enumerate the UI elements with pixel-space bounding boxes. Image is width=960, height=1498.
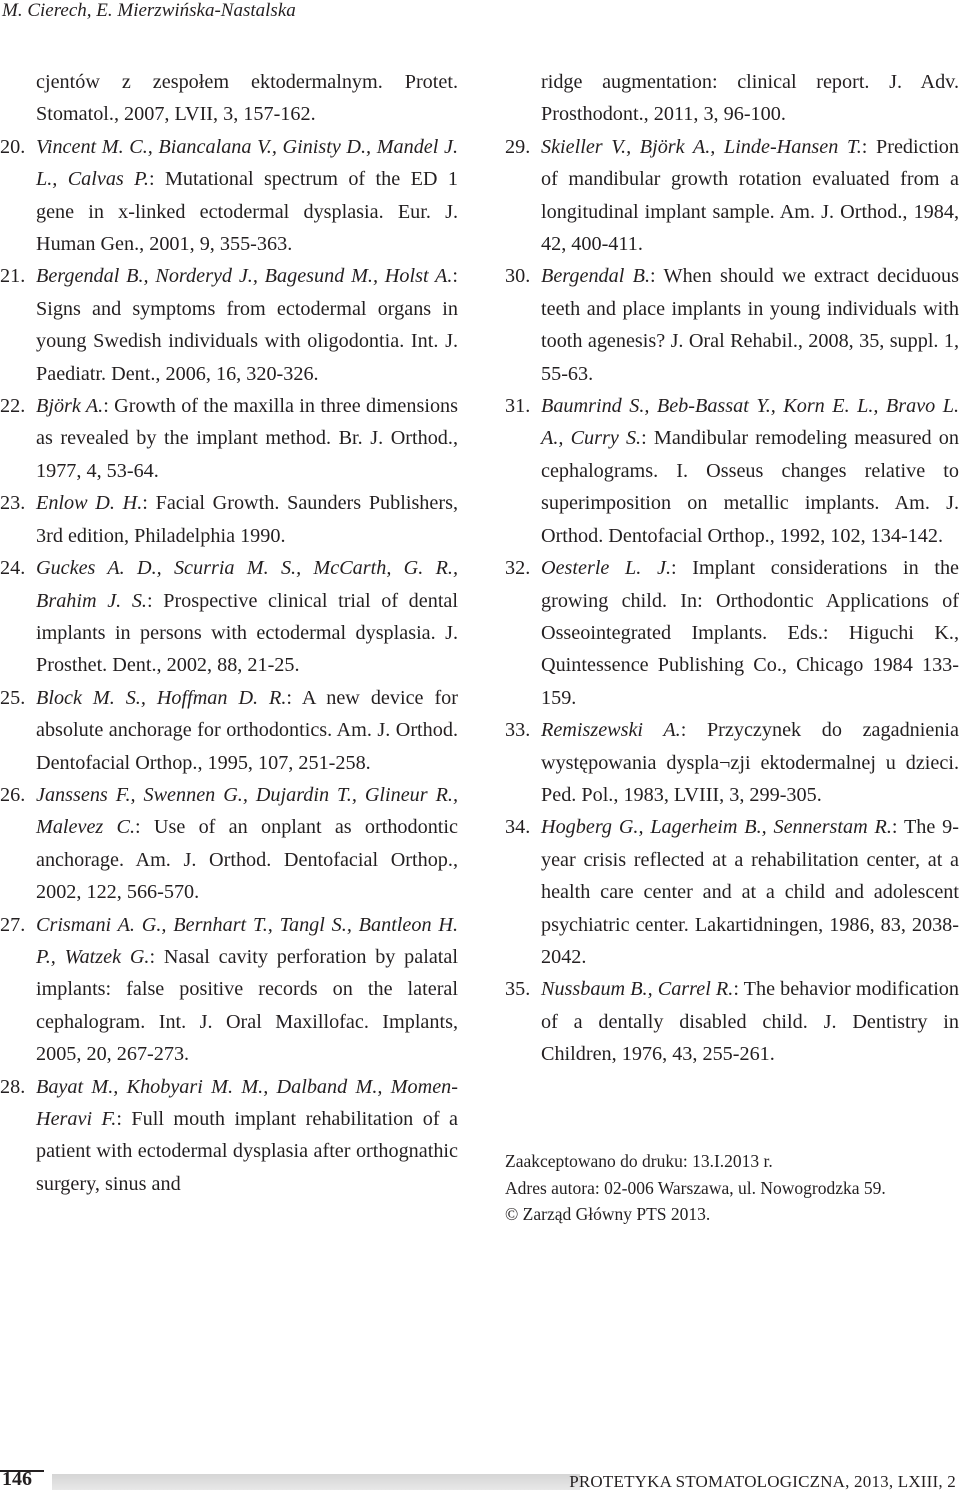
reference-item: [0, 1071, 458, 1201]
accepted-date: Zaakceptowano do druku: 13.I.2013 r.: [505, 1151, 773, 1171]
copyright-notice: © Zarząd Główny PTS 2013.: [505, 1204, 711, 1225]
reference-details: : Prospective clinical trial of dental implants in persons with ectodermal dysplasia. J. Prosthet. Dent., 2002, 88, 21-25.: [36, 589, 458, 677]
reference-item: [505, 260, 959, 390]
reference-authors: Hogberg G., Lagerheim B., Sennerstam R.: [541, 816, 892, 839]
reference-number: 28.: [0, 1075, 26, 1098]
reference-number: 21.: [0, 265, 26, 288]
reference-number: 31.: [505, 395, 531, 418]
reference-list-left: [0, 131, 458, 1200]
reference-item: [505, 811, 959, 973]
reference-details: : Facial Growth. Saunders Publishers, 3rd edition, Philadelphia 1990.: [36, 492, 458, 547]
page-number: 146: [2, 1468, 32, 1490]
reference-authors: Janssens F., Swennen G., Dujardin T., Glineur R., Malevez C.: [36, 783, 458, 839]
reference-details: : The 9-year crisis reflected at a rehabilitation center, at a health care center and at a child and adolescent psychiatric center. Lakartidningen, 1986, 83, 2038-2042.: [541, 816, 959, 968]
reference-details: : Implant considerations in the growing child. In: Orthodontic Applications of Osseointegrated Implants. Eds.: Higuchi K., Quintessence Publishing Co., Chicago 1984 133-159.: [541, 557, 960, 709]
reference-item: [505, 973, 959, 1070]
reference-details: : Use of an onplant as orthodontic anchorage. Am. J. Orthod. Dentofacial Orthop., 2002, 122, 566-570.: [36, 816, 458, 904]
reference-item: [0, 682, 458, 779]
reference-number: 32.: [505, 557, 531, 580]
reference-number: 30.: [505, 265, 531, 288]
reference-item: [505, 714, 959, 811]
reference-number: 35.: [505, 978, 531, 1001]
reference-details: : A new device for absolute anchorage for orthodontics. Am. J. Orthod. Dentofacial Orthop., 1995, 107, 251-258.: [36, 686, 458, 774]
reference-number: 25.: [0, 686, 26, 709]
reference-details: : Signs and symptoms from ectodermal organs in young Swedish individuals with oligodontia. Int. J. Paediatr. Dent., 2006, 16, 320-326.: [36, 265, 458, 385]
reference-list-right: [505, 131, 959, 1071]
reference-authors: Skieller V., Björk A., Linde-Hansen T.: [541, 135, 862, 158]
reference-details: : Mandibular remodeling measured on cephalograms. I. Osseus changes relative to superimposition on metallic implants. Am. J. Orthod. Dentofacial Orthop., 1992, 102, 134-142.: [541, 427, 959, 547]
acceptance-note: [505, 1148, 960, 1228]
reference-item: [0, 779, 458, 909]
reference-number: 26.: [0, 783, 26, 806]
reference-item: [505, 131, 959, 261]
reference-item: [0, 390, 458, 487]
reference-authors: Baumrind S., Beb-Bassat Y., Korn E. L., Bravo L. A., Curry S.: [541, 395, 959, 450]
reference-details: : Przyczynek do zagadnienia występowania dyspla¬zji ektodermalnej u dzieci. Ped. Pol., 1983, LVIII, 3, 299-305.: [541, 719, 959, 806]
reference-authors: Oesterle L. J.: [541, 557, 671, 580]
reference-authors: Bayat M., Khobyari M. M., Dalband M., Momen-Heravi F.: [36, 1075, 458, 1130]
reference-authors: Crismani A. G., Bernhart T., Tangl S., Bantleon H. P., Watzek G.: [36, 913, 458, 968]
references-left-column: [0, 66, 458, 1200]
author-address: Adres autora: 02-006 Warszawa, ul. Nowogrodzka 59.: [505, 1177, 886, 1198]
reference-details: : Full mouth implant rehabilitation of a patient with ectodermal dysplasia after orthognathic surgery, sinus and: [36, 1108, 458, 1195]
reference-authors: Nussbaum B., Carrel R.: [541, 978, 734, 1001]
running-head: M. Cierech, E. Mierzwińska-Nastalska: [2, 0, 296, 21]
reference-number: 29.: [505, 135, 531, 158]
reference-details: : Nasal cavity perforation by palatal implants: false positive records on the lateral cephalogram. Int. J. Oral Maxillofac. Implants, 2005, 20, 267-273.: [36, 945, 458, 1066]
reference-continuation: ridge augmentation: clinical report. J. Adv. Prosthodont., 2011, 3, 96-100.: [541, 71, 959, 126]
reference-number: 20.: [0, 135, 26, 158]
footer-bar: [52, 1474, 580, 1490]
reference-item: [0, 552, 458, 682]
reference-details: : Growth of the maxilla in three dimensions as revealed by the implant method. Br. J. Orthod., 1977, 4, 53-64.: [36, 395, 458, 482]
reference-authors: Vincent M. C., Biancalana V., Ginisty D., Mandel J. L., Calvas P.: [36, 135, 458, 191]
reference-item: [0, 131, 458, 261]
references-right-column: [505, 66, 959, 1071]
reference-number: 27.: [0, 913, 26, 936]
reference-authors: Bergendal B., Norderyd J., Bagesund M., Holst A.: [36, 265, 453, 288]
reference-authors: Enlow D. H.: [36, 492, 143, 515]
reference-number: 34.: [505, 816, 531, 839]
reference-continuation: cjentów z zespołem ektodermalnym. Protet. Stomatol., 2007, LVII, 3, 157-162.: [36, 71, 458, 126]
reference-authors: Remiszewski A.: [541, 719, 681, 742]
reference-item: [0, 909, 458, 1071]
reference-authors: Bergendal B.: [541, 265, 650, 288]
reference-number: 24.: [0, 557, 26, 580]
reference-number: 22.: [0, 395, 26, 418]
reference-authors: Guckes A. D., Scurria M. S., McCarth, G. R., Brahim J. S.: [36, 557, 458, 612]
reference-number: 33.: [505, 719, 531, 742]
reference-details: : When should we extract deciduous teeth and place implants in young individuals with tooth agenesis? J. Oral Rehabil., 2008, 35, suppl. 1, 55-63.: [541, 265, 959, 385]
reference-item: [505, 552, 959, 714]
reference-item: [0, 260, 458, 390]
reference-item: [505, 390, 959, 552]
reference-authors: Block M. S., Hoffman D. R.: [36, 686, 287, 709]
reference-details: : Mutational spectrum of the ED 1 gene in x-linked ectodermal dysplasia. Eur. J. Human Gen., 2001, 9, 355-363.: [36, 168, 458, 256]
reference-number: 23.: [0, 492, 26, 515]
reference-item: [0, 487, 458, 552]
journal-name: PROTETYKA STOMATOLOGICZNA, 2013, LXIII, 2: [569, 1472, 956, 1491]
reference-details: : The behavior modification of a dentally disabled child. J. Dentistry in Children, 1976, 43, 255-261.: [541, 978, 959, 1066]
reference-authors: Björk A.: [36, 395, 104, 418]
reference-details: : Prediction of mandibular growth rotation evaluated from a longitudinal implant sample. Am. J. Orthod., 1984, 42, 400-411.: [541, 135, 959, 256]
